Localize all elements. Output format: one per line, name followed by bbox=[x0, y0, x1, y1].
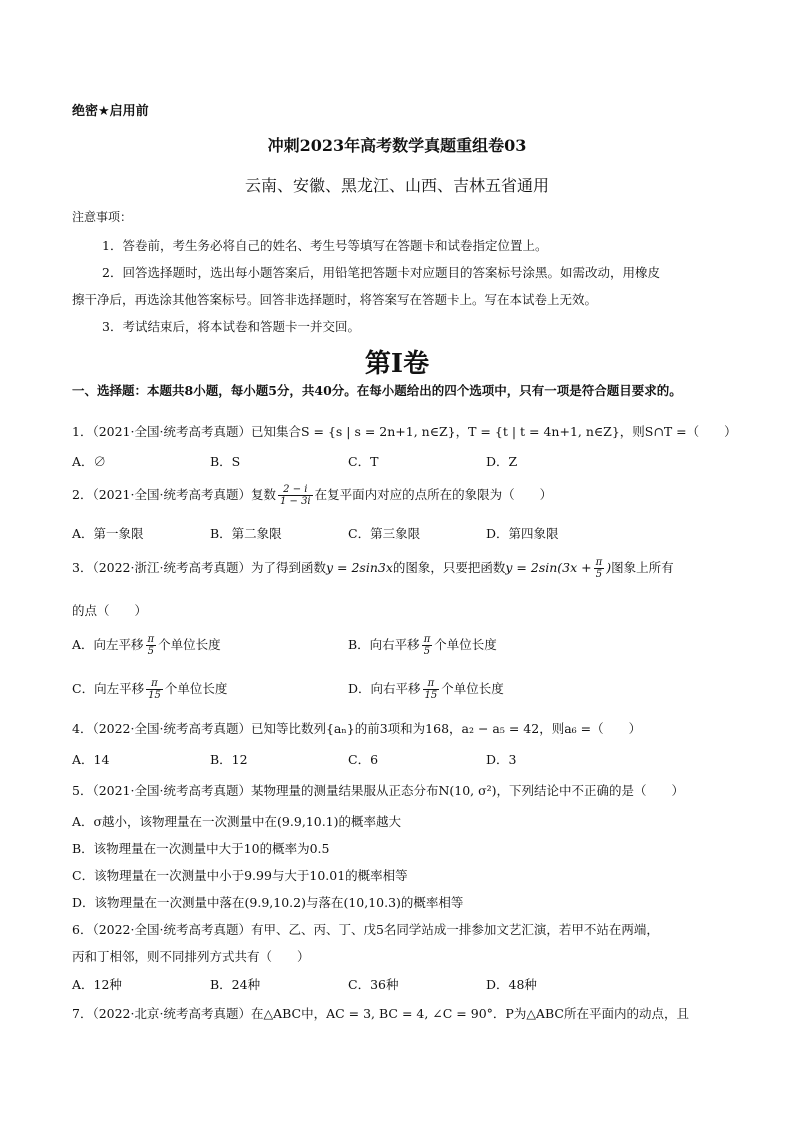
question-4-stem: 4．（2022·全国·统考高考真题）已知等比数列{aₙ}的前3项和为168，a₂ − a₅ = 42，则a₆ =（ ） bbox=[72, 721, 642, 736]
question-3-stem bbox=[72, 557, 674, 580]
question-3-suffix: 图象上所有 bbox=[611, 560, 674, 575]
section-heading: 一、选择题：本题共8小题，每小题5分，共40分。在每小题给出的四个选项中，只有一项是符合题目要求的。 bbox=[72, 383, 682, 398]
question-3-option-c bbox=[72, 678, 227, 701]
question-5-option-b: B．该物理量在一次测量中大于10的概率为0.5 bbox=[72, 841, 330, 856]
question-3-option-d-prefix: D．向右平移 bbox=[348, 681, 421, 696]
question-3-option-c-fraction bbox=[146, 678, 163, 701]
question-4-option-a: A．14 bbox=[72, 752, 110, 767]
question-3-option-b-fraction bbox=[422, 634, 433, 657]
question-3-option-a-suffix: 个单位长度 bbox=[158, 637, 221, 652]
question-3-option-b-prefix: B．向右平移 bbox=[348, 637, 420, 652]
question-6-stem-line-2: 丙和丁相邻，则不同排列方式共有（ ） bbox=[72, 949, 310, 964]
question-3-option-c-suffix: 个单位长度 bbox=[164, 681, 228, 696]
question-3-option-d-numerator: π bbox=[423, 678, 440, 690]
notes-heading: 注意事项： bbox=[72, 210, 133, 224]
question-3-option-a-fraction bbox=[146, 634, 157, 657]
confidential-label: 绝密★启用前 bbox=[72, 104, 149, 119]
question-3-option-c-prefix: C．向左平移 bbox=[72, 681, 145, 696]
question-3-pi-fraction bbox=[594, 557, 605, 580]
question-5-stem: 5．（2021·全国·统考高考真题）某物理量的测量结果服从正态分布N(10, σ²)，下列结论中不正确的是（ ） bbox=[72, 783, 685, 798]
question-3-option-b-suffix: 个单位长度 bbox=[434, 637, 497, 652]
question-4-option-d: D．3 bbox=[486, 752, 517, 767]
question-3-option-b-denominator: 5 bbox=[423, 646, 431, 657]
question-2-option-c: C．第三象限 bbox=[348, 526, 421, 541]
question-6-option-d: D．48种 bbox=[486, 977, 537, 992]
question-1-option-a: A．∅ bbox=[72, 454, 107, 469]
note-2-continued: 擦干净后，再选涂其他答案标号。回答非选择题时，将答案写在答题卡上。写在本试卷上无效。 bbox=[72, 292, 598, 307]
question-3-option-a-prefix: A．向左平移 bbox=[72, 637, 144, 652]
question-2-option-b: B．第二象限 bbox=[210, 526, 282, 541]
question-2-numerator: 2 − i bbox=[278, 484, 313, 496]
question-3-option-d bbox=[348, 678, 504, 701]
question-3-function-2-start: y = 2sin(3x + bbox=[505, 560, 592, 575]
question-3-option-d-denominator: 15 bbox=[424, 690, 438, 701]
question-3-prefix: 3．（2022·浙江·统考高考真题）为了得到函数 bbox=[72, 560, 326, 575]
question-3-stem-line-2: 的点（ ） bbox=[72, 603, 148, 618]
note-1: 1．答卷前，考生务必将自己的姓名、考生号等填写在答题卡和试卷指定位置上。 bbox=[102, 238, 548, 253]
question-2-option-d: D．第四象限 bbox=[486, 526, 559, 541]
question-3-option-a-denominator: 5 bbox=[147, 646, 154, 657]
question-3-option-a bbox=[72, 634, 221, 657]
note-2: 2．回答选择题时，选出每小题答案后，用铅笔把答题卡对应题目的答案标号涂黑。如需改动，用橡皮 bbox=[102, 265, 660, 280]
question-1-option-d: D．Z bbox=[486, 454, 518, 469]
exam-subtitle: 云南、安徽、黑龙江、山西、吉林五省通用 bbox=[244, 176, 549, 195]
question-1-option-b: B．S bbox=[210, 454, 241, 469]
question-6-stem: 6．（2022·全国·统考高考真题）有甲、乙、丙、丁、戊5名同学站成一排参加文艺汇演，若甲不站在两端， bbox=[72, 922, 659, 937]
question-1-stem: 1．（2021·全国·统考高考真题）已知集合S = {s | s = 2n+1, n∈Z}，T = {t | t = 4n+1, n∈Z}，则S∩T =（ ） bbox=[72, 424, 737, 439]
question-4-option-b: B．12 bbox=[210, 752, 248, 767]
question-6-option-c: C．36种 bbox=[348, 977, 399, 992]
question-3-middle: 的图象，只要把函数 bbox=[392, 560, 506, 575]
question-2-denominator: 1 − 3i bbox=[279, 496, 311, 507]
question-5-option-d: D．该物理量在一次测量中落在(9.9,10.2)与落在(10,10.3)的概率相等 bbox=[72, 895, 464, 910]
question-2-prefix: 2．（2021·全国·统考高考真题）复数 bbox=[72, 487, 276, 502]
note-3: 3．考试结束后，将本试卷和答题卡一并交回。 bbox=[102, 319, 360, 334]
question-2-fraction bbox=[278, 484, 313, 507]
question-5-option-a: A．σ越小，该物理量在一次测量中在(9.9,10.1)的概率越大 bbox=[72, 814, 401, 829]
question-3-option-c-denominator: 15 bbox=[148, 690, 161, 701]
question-3-option-c-numerator: π bbox=[146, 678, 163, 690]
question-3-option-d-suffix: 个单位长度 bbox=[441, 681, 504, 696]
question-4-option-c: C．6 bbox=[348, 752, 379, 767]
question-3-pi-denominator: 5 bbox=[595, 569, 603, 580]
question-2-suffix: 在复平面内对应的点所在的象限为（ ） bbox=[314, 487, 553, 502]
question-7-stem: 7．（2022·北京·统考高考真题）在△ABC中，AC = 3, BC = 4, ∠C = 90°．P为△ABC所在平面内的动点，且 bbox=[72, 1006, 689, 1021]
exam-title: 冲刺2023年高考数学真题重组卷03 bbox=[267, 136, 527, 155]
question-3-option-d-fraction bbox=[423, 678, 440, 701]
question-3-function-2-end: ) bbox=[606, 560, 612, 575]
question-6-option-a: A．12种 bbox=[72, 977, 122, 992]
question-3-function-1: y = 2sin3x bbox=[325, 560, 393, 575]
question-6-option-b: B．24种 bbox=[210, 977, 261, 992]
question-5-option-c: C．该物理量在一次测量中小于9.99与大于10.01的概率相等 bbox=[72, 868, 408, 883]
question-3-pi-numerator: π bbox=[595, 557, 603, 568]
part-heading: 第I卷 bbox=[364, 349, 430, 379]
question-2-stem bbox=[72, 484, 552, 507]
question-3-option-a-numerator: π bbox=[147, 634, 155, 645]
question-1-option-c: C．T bbox=[348, 454, 379, 469]
question-3-option-b bbox=[348, 634, 497, 657]
question-2-option-a: A．第一象限 bbox=[72, 526, 144, 541]
question-3-option-b-numerator: π bbox=[423, 634, 431, 645]
